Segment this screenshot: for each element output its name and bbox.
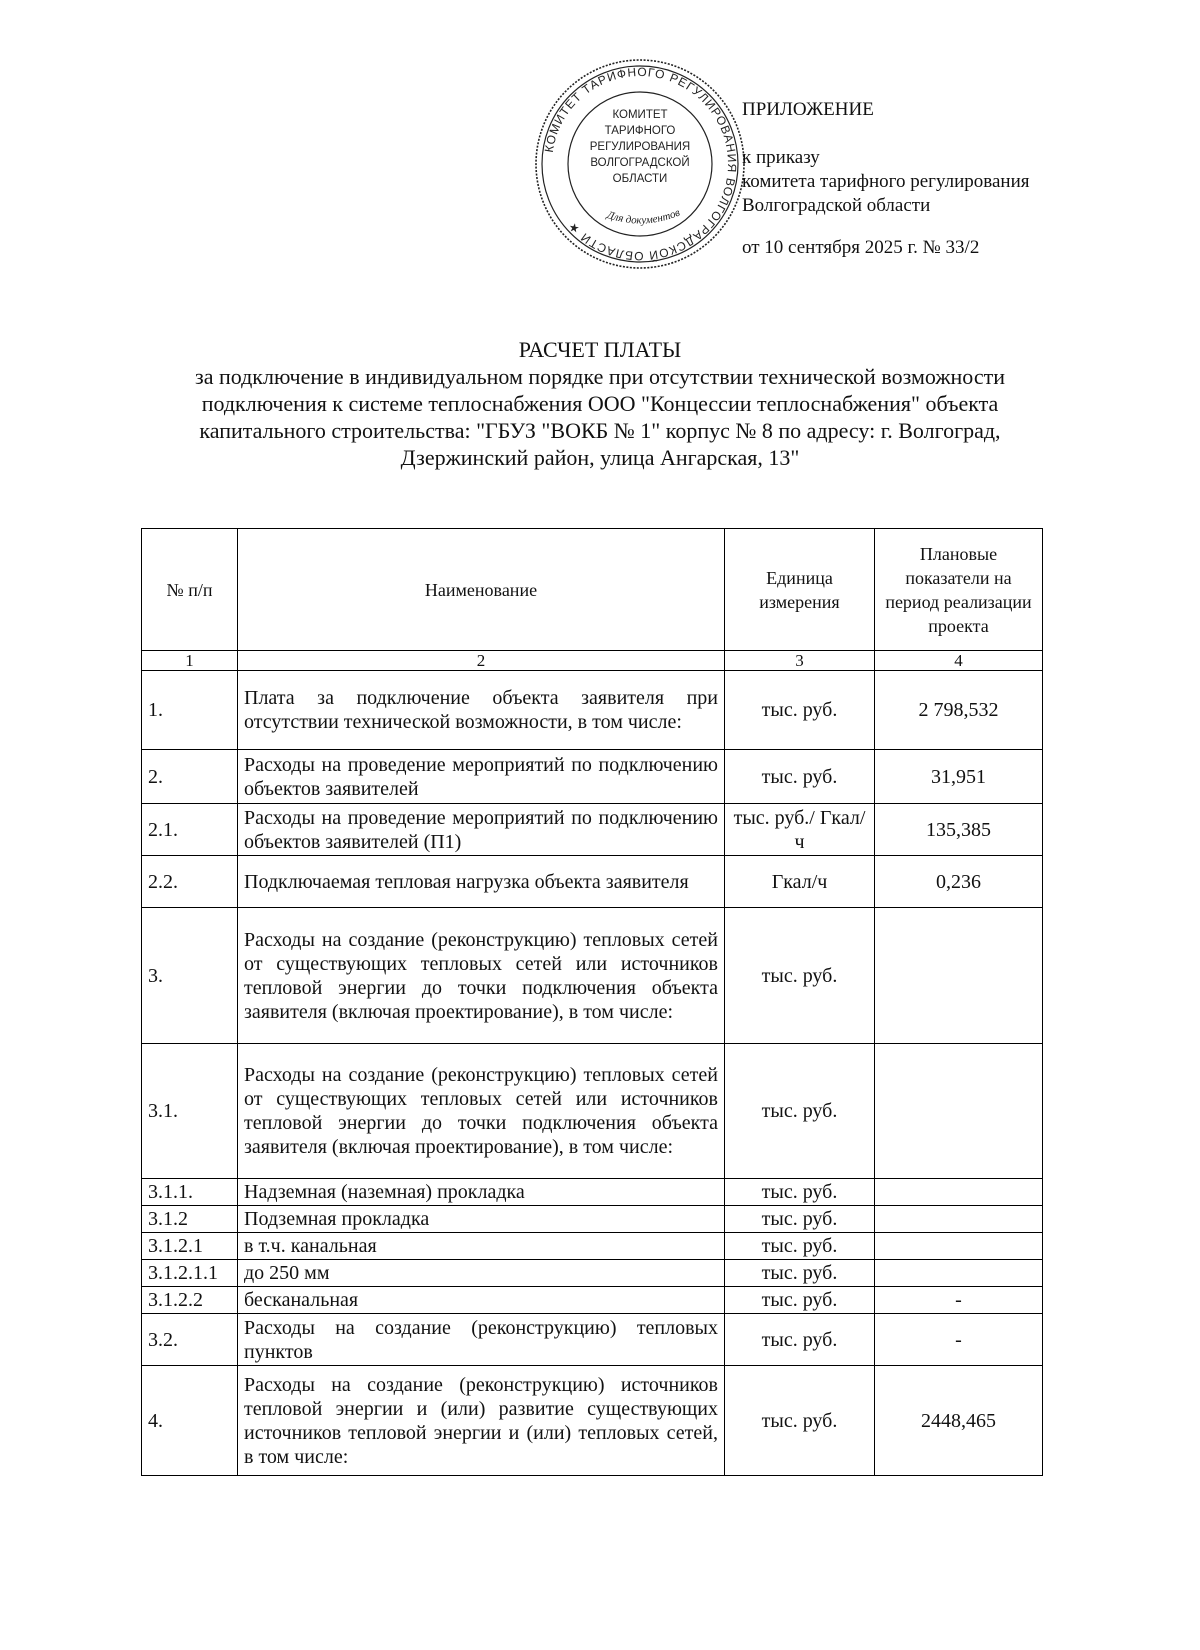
column-number: 1 [142,651,238,671]
calculation-table [141,528,1043,1476]
row-name: до 250 мм [238,1260,725,1287]
header-planned-value: Плановые показатели на период реализации проекта [875,529,1043,651]
row-name: Расходы на проведение мероприятий по подключению объектов заявителей [238,750,725,804]
appendix-order-ref: к приказу [742,147,820,168]
document-title: РАСЧЕТ ПЛАТЫ [518,337,682,362]
row-number: 3.2. [142,1314,238,1366]
row-unit: тыс. руб. [725,1366,875,1476]
table-row [142,908,1043,1044]
row-unit: тыс. руб. [725,1260,875,1287]
table-row [142,750,1043,804]
row-value: 31,951 [875,750,1043,804]
row-value: 135,385 [875,804,1043,856]
row-number: 2. [142,750,238,804]
table-row [142,1314,1043,1366]
row-name: Надземная (наземная) прокладка [238,1179,725,1206]
table-row [142,1206,1043,1233]
table-row [142,1179,1043,1206]
row-value [875,1179,1043,1206]
document-title-block [140,336,1060,471]
row-name: Расходы на проведение мероприятий по подключению объектов заявителей (П1) [238,804,725,856]
table-row [142,1287,1043,1314]
row-value [875,908,1043,1044]
row-name: Подключаемая тепловая нагрузка объекта заявителя [238,856,725,908]
row-number: 3.1.2.1 [142,1233,238,1260]
header-name: Наименование [238,529,725,651]
row-number: 3.1.1. [142,1179,238,1206]
table-row [142,1366,1043,1476]
row-value [875,1233,1043,1260]
table-header-row [142,529,1043,651]
seal-outer-text: КОМИТЕТ ТАРИФНОГО РЕГУЛИРОВАНИЯ ВОЛГОГРАДСКОЙ ОБЛАСТИ ★ [541,64,740,264]
row-name: бесканальная [238,1287,725,1314]
table-row [142,1260,1043,1287]
header-unit: Единица измерения [725,529,875,651]
column-number: 2 [238,651,725,671]
row-number: 4. [142,1366,238,1476]
row-value [875,1044,1043,1179]
row-name: Расходы на создание (реконструкцию) тепловых сетей от существующих тепловых сетей или источников тепловой энергии до точки подключения объекта заявителя (включая проектирование), в том числе: [238,908,725,1044]
row-unit: тыс. руб. [725,1314,875,1366]
row-value [875,1206,1043,1233]
row-unit: тыс. руб. [725,1233,875,1260]
row-number: 2.2. [142,856,238,908]
column-number-row [142,651,1043,671]
row-value: 2 798,532 [875,671,1043,750]
row-name: Расходы на создание (реконструкцию) источников тепловой энергии и (или) развитие существующих источников тепловой энергии и (или) тепловых сетей, в том числе: [238,1366,725,1476]
row-value: 2448,465 [875,1366,1043,1476]
appendix-heading: ПРИЛОЖЕНИЕ [742,99,874,120]
row-value: - [875,1287,1043,1314]
svg-text:ВОЛГОГРАДСКОЙ: ВОЛГОГРАДСКОЙ [590,157,690,169]
row-number: 3. [142,908,238,1044]
row-name: Расходы на создание (реконструкцию) тепловых сетей от существующих тепловых сетей или источников тепловой энергии до точки подключения объекта заявителя (включая проектирование), в том числе: [238,1044,725,1179]
table-row [142,804,1043,856]
appendix-date-number: от 10 сентября 2025 г. № 33/2 [742,237,980,258]
seal-inner-text [590,109,691,185]
row-value [875,1260,1043,1287]
svg-text:КОМИТЕТ: КОМИТЕТ [612,109,668,121]
row-number: 3.1.2 [142,1206,238,1233]
column-number: 4 [875,651,1043,671]
svg-text:ТАРИФНОГО: ТАРИФНОГО [604,125,676,137]
header-number: № п/п [142,529,238,651]
row-value: 0,236 [875,856,1043,908]
row-unit: тыс. руб. [725,750,875,804]
row-name: Подземная прокладка [238,1206,725,1233]
row-unit: тыс. руб. [725,671,875,750]
row-unit: тыс. руб. [725,1179,875,1206]
svg-text:РЕГУЛИРОВАНИЯ: РЕГУЛИРОВАНИЯ [589,141,691,153]
row-unit: тыс. руб. [725,1206,875,1233]
row-name: Расходы на создание (реконструкцию) тепловых пунктов [238,1314,725,1366]
table-row [142,856,1043,908]
table-row [142,1044,1043,1179]
row-number: 3.1.2.1.1 [142,1260,238,1287]
row-number: 3.1. [142,1044,238,1179]
row-number: 3.1.2.2 [142,1287,238,1314]
row-unit: тыс. руб. [725,1044,875,1179]
row-unit: Гкал/ч [725,856,875,908]
table-row [142,1233,1043,1260]
table-row [142,671,1043,750]
row-unit: тыс. руб. [725,908,875,1044]
official-seal [532,56,748,272]
appendix-region: Волгоградской области [742,195,931,216]
row-name: Плата за подключение объекта заявителя при отсутствии технической возможности, в том числе: [238,671,725,750]
row-unit: тыс. руб./ Гкал/ч [725,804,875,856]
row-name: в т.ч. канальная [238,1233,725,1260]
row-number: 1. [142,671,238,750]
row-number: 2.1. [142,804,238,856]
document-subtitle: за подключение в индивидуальном порядке при отсутствии технической возможности подключения к системе теплоснабжения ООО "Концессии теплоснабжения" объекта капитального строительства: "ГБУЗ "ВОКБ № 1" корпус № 8 по адресу: г. Волгоград, Дзержинский район, улица Ангарская, 13" [195,364,1005,470]
column-number: 3 [725,651,875,671]
seal-bottom-text: Для документов [605,206,682,227]
row-unit: тыс. руб. [725,1287,875,1314]
row-value: - [875,1314,1043,1366]
svg-text:ОБЛАСТИ: ОБЛАСТИ [612,173,668,185]
appendix-committee: комитета тарифного регулирования [742,171,1030,192]
